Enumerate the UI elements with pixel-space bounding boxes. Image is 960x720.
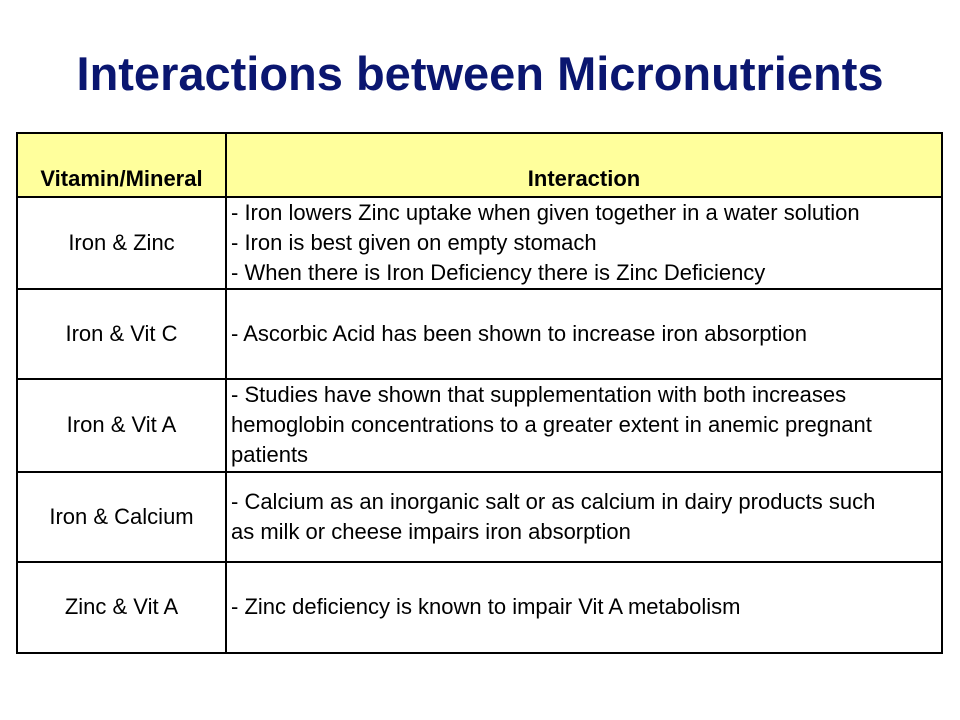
header-vitamin-mineral: Vitamin/Mineral bbox=[18, 134, 226, 197]
table-row bbox=[18, 289, 941, 379]
nutrient-cell: Iron & Calcium bbox=[18, 472, 226, 562]
interaction-line: - Ascorbic Acid has been shown to increase iron absorption bbox=[231, 321, 807, 347]
interaction-cell bbox=[226, 197, 941, 289]
interaction-cell bbox=[226, 289, 941, 379]
interaction-cell bbox=[226, 472, 941, 562]
nutrient-cell: Iron & Vit A bbox=[18, 379, 226, 471]
interaction-line: - Iron lowers Zinc uptake when given together in a water solution bbox=[231, 200, 860, 226]
interaction-line: patients bbox=[231, 442, 309, 468]
nutrient-cell: Iron & Zinc bbox=[18, 197, 226, 289]
table-row bbox=[18, 379, 941, 471]
header-row bbox=[18, 134, 941, 197]
interaction-line: - When there is Iron Deficiency there is Zinc Deficiency bbox=[231, 260, 766, 286]
nutrient-cell: Iron & Vit C bbox=[18, 289, 226, 379]
nutrient-cell: Zinc & Vit A bbox=[18, 562, 226, 652]
interactions-table-frame bbox=[16, 132, 943, 654]
table-row bbox=[18, 197, 941, 289]
interaction-line: - Zinc deficiency is known to impair Vit A metabolism bbox=[231, 594, 741, 620]
interaction-cell bbox=[226, 562, 941, 652]
interactions-table bbox=[18, 134, 941, 652]
header-interaction: Interaction bbox=[226, 134, 941, 197]
interaction-line: - Iron is best given on empty stomach bbox=[231, 230, 597, 256]
table-row bbox=[18, 562, 941, 652]
interaction-line: - Studies have shown that supplementation with both increases bbox=[231, 382, 847, 408]
page-title: Interactions between Micronutrients bbox=[76, 47, 884, 100]
interaction-line: hemoglobin concentrations to a greater extent in anemic pregnant bbox=[231, 412, 872, 438]
table-row bbox=[18, 472, 941, 562]
interaction-line: as milk or cheese impairs iron absorption bbox=[231, 518, 631, 544]
interaction-line: - Calcium as an inorganic salt or as calcium in dairy products such bbox=[231, 488, 876, 514]
interaction-cell bbox=[226, 379, 941, 471]
